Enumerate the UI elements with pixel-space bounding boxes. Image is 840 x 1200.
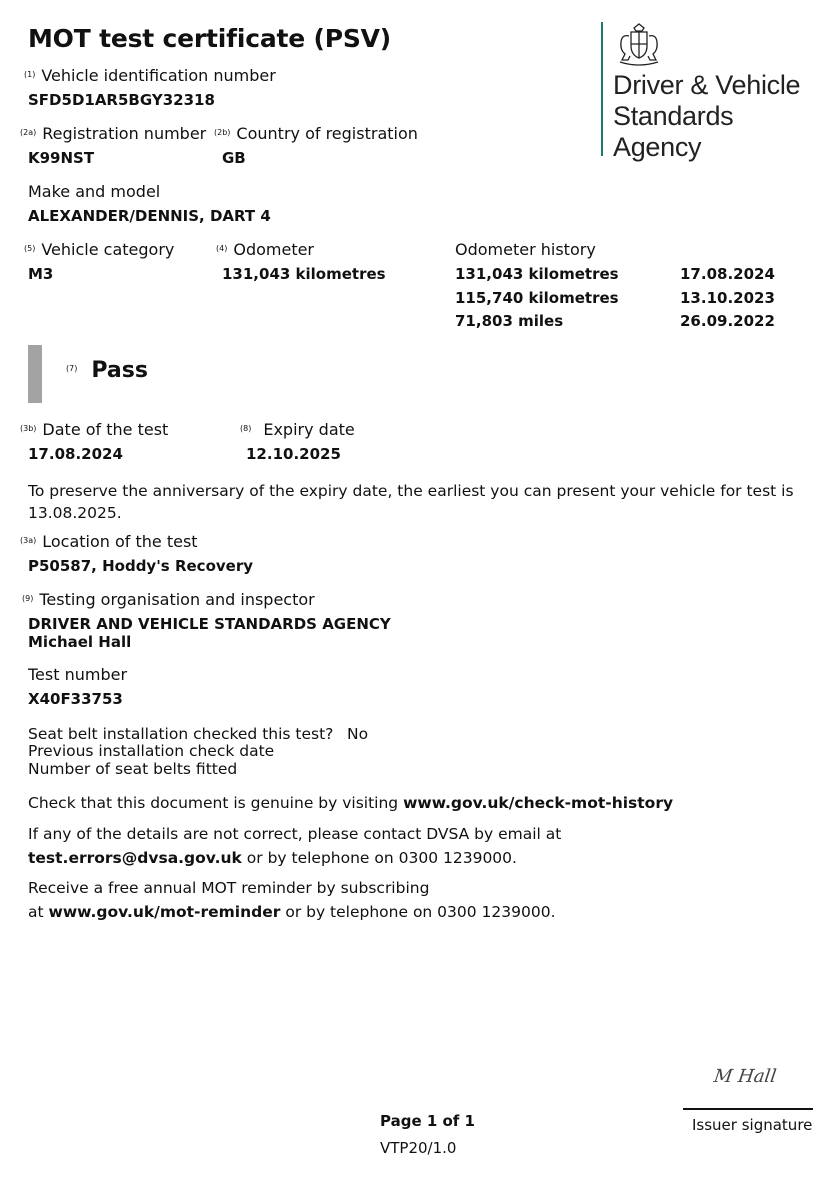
reminder-link[interactable]: www.gov.uk/mot-reminder [48,903,281,921]
vin-num: (1) [24,70,36,79]
make-model-value: ALEXANDER/DENNIS, DART 4 [28,207,271,225]
test-date-label-text: Date of the test [42,420,169,439]
seat-belt-checked-value: No [347,725,369,743]
odometer-history-label: Odometer history [455,240,596,259]
location-label-text: Location of the test [42,532,198,551]
make-model-label: Make and model [28,182,161,201]
anniversary-note-date: 13.08.2025. [28,504,122,522]
category-value: M3 [28,265,54,283]
signature: M Hall [712,1066,778,1087]
page-number: Page 1 of 1 [380,1112,475,1130]
registration-value: K99NST [28,149,95,167]
organisation-label [22,590,315,609]
organisation-label-text: Testing organisation and inspector [39,590,315,609]
vin-value: SFD5D1AR5BGY32318 [28,91,215,109]
errors-line-1: If any of the details are not correct, please contact DVSA by email at [28,825,562,843]
odometer-label-text: Odometer [233,240,315,259]
reminder-line-1: Receive a free annual MOT reminder by subscribing [28,879,430,897]
page-title: MOT test certificate (PSV) [28,24,392,53]
result-bar [28,345,42,403]
seat-belt-count-label: Number of seat belts fitted [28,760,238,778]
odometer-num: (4) [216,244,228,253]
expiry-value: 12.10.2025 [246,445,341,463]
result-num: (7) [66,364,78,373]
inspector-value: Michael Hall [28,633,132,651]
vin-label [24,66,276,85]
organisation-value: DRIVER AND VEHICLE STANDARDS AGENCY [28,615,391,633]
errors-email[interactable]: test.errors@dvsa.gov.uk [28,849,242,867]
category-num: (5) [24,244,36,253]
odometer-history-date: 26.09.2022 [680,312,775,330]
registration-num: (2a) [20,128,37,137]
expiry-label [240,420,355,439]
odometer-history-date: 17.08.2024 [680,265,775,283]
errors-rest: or by telephone on 0300 1239000. [241,849,517,867]
form-code: VTP20/1.0 [380,1139,457,1157]
royal-coat-of-arms-icon [612,22,666,66]
odometer-history-reading: 71,803 miles [455,312,564,330]
country-label [214,124,418,143]
country-value: GB [222,149,246,167]
odometer-label [216,240,314,259]
seat-belt-checked-label: Seat belt installation checked this test? [28,725,334,743]
category-label [24,240,174,259]
test-number-value: X40F33753 [28,690,123,708]
registration-label-text: Registration number [42,124,207,143]
odometer-history-date: 13.10.2023 [680,289,775,307]
odometer-value: 131,043 kilometres [222,265,386,283]
reminder-prefix: at [28,903,49,921]
genuine-text: Check that this document is genuine by visiting [28,794,404,812]
location-label [20,532,198,551]
seat-belt-previous-label: Previous installation check date [28,742,275,760]
country-label-text: Country of registration [236,124,418,143]
country-num: (2b) [214,128,231,137]
logo-line-1: Driver & Vehicle [613,70,801,100]
logo-line-3: Agency [613,132,702,162]
reminder-rest: or by telephone on 0300 1239000. [280,903,556,921]
genuine-link[interactable]: www.gov.uk/check-mot-history [403,794,674,812]
signature-label: Issuer signature [692,1116,813,1134]
expiry-label-text: Expiry date [263,420,355,439]
expiry-num: (8) [240,424,252,433]
logo-divider [601,22,603,156]
category-label-text: Vehicle category [41,240,175,259]
errors-line-2 [28,849,517,867]
test-date-value: 17.08.2024 [28,445,123,463]
result-label: Pass [91,358,148,383]
reminder-line-2 [28,903,556,921]
odometer-history-reading: 115,740 kilometres [455,289,619,307]
test-date-label [20,420,168,439]
vin-label-text: Vehicle identification number [41,66,276,85]
location-value: P50587, Hoddy's Recovery [28,557,253,575]
location-num: (3a) [20,536,37,545]
signature-line [683,1108,813,1110]
genuine-check [28,794,673,812]
logo-line-2: Standards [613,101,734,131]
test-date-num: (3b) [20,424,37,433]
odometer-history-reading: 131,043 kilometres [455,265,619,283]
result [66,358,148,383]
test-number-label: Test number [28,665,128,684]
registration-label [20,124,206,143]
organisation-num: (9) [22,594,34,603]
anniversary-note: To preserve the anniversary of the expiry date, the earliest you can present your vehicle for test is [28,482,794,500]
